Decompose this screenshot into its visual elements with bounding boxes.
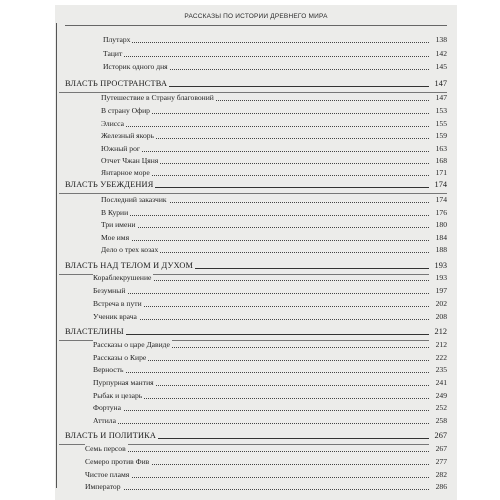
entry-title: Встреча в пути	[93, 299, 142, 308]
toc-entry[interactable]	[101, 245, 447, 255]
toc-entry[interactable]	[93, 299, 447, 309]
section-title: ВЛАСТЬ НАД ТЕЛОМ И ДУХОМ	[65, 261, 194, 270]
toc-entry[interactable]	[101, 233, 447, 243]
section-page-number: 147	[429, 79, 447, 88]
dot-leader	[85, 489, 429, 490]
entry-page-number: 252	[429, 403, 447, 412]
toc-entry[interactable]	[101, 156, 447, 166]
section-page-number: 212	[429, 327, 447, 336]
entry-title: Аттила	[93, 416, 116, 425]
dot-leader	[101, 151, 429, 152]
book-page	[55, 5, 457, 500]
entry-title: Элисса	[101, 119, 124, 128]
entry-title: Мое имя	[101, 233, 130, 242]
entry-title: Пурпурная мантия	[93, 378, 154, 387]
toc-entry[interactable]	[101, 119, 447, 129]
dot-leader	[93, 410, 429, 411]
dot-leader	[85, 477, 429, 478]
entry-page-number: 153	[429, 106, 447, 115]
section-page-number: 174	[429, 180, 447, 189]
section-title: ВЛАСТЬ И ПОЛИТИКА	[65, 431, 157, 440]
entry-page-number: 282	[429, 470, 447, 479]
entry-page-number: 193	[429, 273, 447, 282]
toc-entry[interactable]	[85, 482, 447, 492]
toc-entry[interactable]	[101, 106, 447, 116]
toc-entry[interactable]	[101, 144, 447, 154]
entry-page-number: 197	[429, 286, 447, 295]
entry-title: Плутарх	[103, 35, 131, 44]
entry-title: Южный рог	[101, 144, 140, 153]
toc-entry[interactable]	[93, 403, 447, 413]
entry-page-number: 222	[429, 353, 447, 362]
entry-page-number: 267	[429, 444, 447, 453]
entry-title: Железный якорь	[101, 131, 155, 140]
dot-leader	[101, 126, 429, 127]
toc-entry[interactable]	[93, 365, 447, 375]
margin-line	[56, 23, 57, 488]
entry-page-number: 176	[429, 208, 447, 217]
toc-entry[interactable]	[93, 353, 447, 363]
entry-page-number: 241	[429, 378, 447, 387]
entry-page-number: 168	[429, 156, 447, 165]
toc-entry[interactable]	[85, 470, 447, 480]
dot-leader	[103, 56, 429, 57]
entry-page-number: 286	[429, 482, 447, 491]
entry-title: Семеро против Фив	[85, 457, 150, 466]
dot-leader	[101, 215, 429, 216]
section-heading	[65, 427, 447, 445]
entry-page-number: 249	[429, 391, 447, 400]
entry-title: Три имени	[101, 220, 136, 229]
toc-entry[interactable]	[103, 62, 447, 72]
entry-title: Кораблекрушение	[93, 273, 152, 282]
toc-entry[interactable]	[93, 340, 447, 350]
entry-page-number: 155	[429, 119, 447, 128]
entry-page-number: 174	[429, 195, 447, 204]
toc-entry[interactable]	[85, 444, 447, 454]
entry-page-number: 235	[429, 365, 447, 374]
entry-title: В Курии	[101, 208, 129, 217]
entry-title: Историк одного дня	[103, 62, 168, 71]
dot-leader	[93, 319, 429, 320]
entry-page-number: 147	[429, 93, 447, 102]
entry-page-number: 258	[429, 416, 447, 425]
entry-page-number: 212	[429, 340, 447, 349]
entry-page-number: 138	[429, 35, 447, 44]
entry-page-number: 163	[429, 144, 447, 153]
entry-title: Верность	[93, 365, 124, 374]
entry-page-number: 145	[429, 62, 447, 71]
entry-title: Рассказы о Кире	[93, 353, 147, 362]
toc-entry[interactable]	[101, 131, 447, 141]
entry-title: Рыбак и цезарь	[93, 391, 143, 400]
section-title: ВЛАСТЬ ПРОСТРАНСТВА	[65, 79, 168, 88]
toc-entry[interactable]	[101, 208, 447, 218]
header-rule	[65, 25, 447, 26]
dot-leader	[93, 372, 429, 373]
entry-page-number: 277	[429, 457, 447, 466]
toc-entry[interactable]	[85, 457, 447, 467]
toc-entry[interactable]	[93, 286, 447, 296]
entry-title: Фортуна	[93, 403, 121, 412]
toc-entry[interactable]	[101, 195, 447, 205]
entry-title: Тацит	[103, 49, 123, 58]
section-heading	[65, 323, 447, 341]
section-heading	[65, 75, 447, 93]
entry-title: Дело о трех козах	[101, 245, 159, 254]
entry-title: Отчет Чжан Цяня	[101, 156, 159, 165]
toc-entry[interactable]	[93, 416, 447, 426]
toc-entry[interactable]	[101, 220, 447, 230]
dot-leader	[85, 451, 429, 452]
entry-title: Рассказы о царе Давиде	[93, 340, 170, 349]
entry-page-number: 184	[429, 233, 447, 242]
entry-page-number: 142	[429, 49, 447, 58]
toc-entry[interactable]	[93, 312, 447, 322]
entry-title: Ученик врача	[93, 312, 137, 321]
toc-entry[interactable]	[101, 93, 447, 103]
toc-entry[interactable]	[93, 378, 447, 388]
toc-entry[interactable]	[93, 391, 447, 401]
section-rule	[59, 193, 447, 194]
entry-title: Последний заказчик	[101, 195, 167, 204]
entry-title: Император	[85, 482, 121, 491]
toc-entry[interactable]	[103, 49, 447, 59]
entry-title: Чистое пламя	[85, 470, 130, 479]
dot-leader	[101, 240, 429, 241]
entry-page-number: 202	[429, 299, 447, 308]
entry-page-number: 159	[429, 131, 447, 140]
section-title: ВЛАСТЬ УБЕЖДЕНИЯ	[65, 180, 154, 189]
toc-entry[interactable]	[103, 35, 447, 45]
entry-page-number: 188	[429, 245, 447, 254]
dot-leader	[93, 423, 429, 424]
entry-page-number: 180	[429, 220, 447, 229]
section-page-number: 267	[429, 431, 447, 440]
dot-leader	[101, 227, 429, 228]
running-header: РАССКАЗЫ ПО ИСТОРИИ ДРЕВНЕГО МИРА	[184, 13, 328, 20]
toc-entry[interactable]	[93, 273, 447, 283]
dot-leader	[103, 42, 429, 43]
entry-title: В страну Офир	[101, 106, 150, 115]
entry-title: Безумный	[93, 286, 126, 295]
entry-title: Семь персов	[85, 444, 126, 453]
entry-title: Янтарное море	[101, 168, 150, 177]
entry-page-number: 208	[429, 312, 447, 321]
section-heading	[65, 176, 447, 194]
dot-leader	[93, 293, 429, 294]
section-page-number: 193	[429, 261, 447, 270]
entry-title: Путешествие в Страну благовоний	[101, 93, 214, 102]
entry-page-number: 171	[429, 168, 447, 177]
section-title: ВЛАСТЕЛИНЫ	[65, 327, 124, 336]
